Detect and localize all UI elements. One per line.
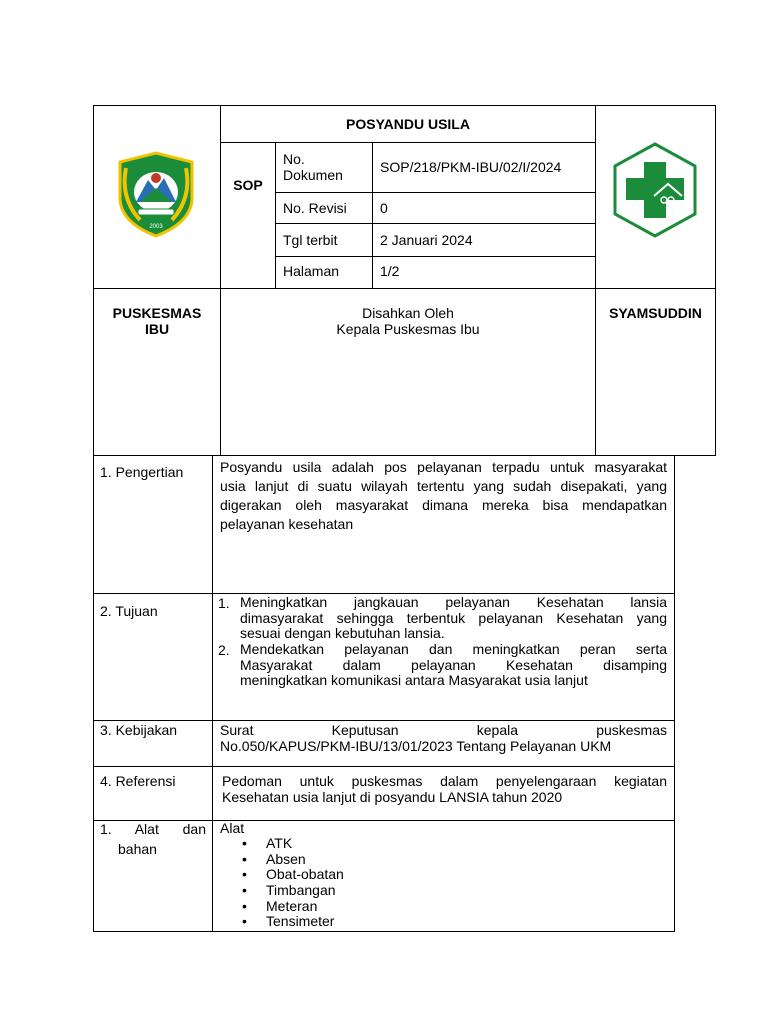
field-label-no-revisi: No. Revisi xyxy=(283,200,347,216)
field-value-tgl-terbit: 2 Januari 2024 xyxy=(380,232,473,248)
alat-heading: Alat xyxy=(220,820,245,836)
field-value-halaman: 1/2 xyxy=(380,263,400,279)
sop-label: SOP xyxy=(233,177,263,193)
kebijakan-text: Surat Keputusan kepala puskesmas No.050/KAPUS/PKM-IBU/13/01/2023 Tentang Pelayanan UKM xyxy=(220,722,667,754)
field-label-no-dokumen-2: Dokumen xyxy=(283,167,343,183)
list-item: • ATK xyxy=(242,835,293,851)
tujuan-num-2: 2. xyxy=(218,642,230,658)
list-item: • Absen xyxy=(242,850,306,867)
list-item: • Meteran xyxy=(242,897,318,914)
field-value-no-dokumen: SOP/218/PKM-IBU/02/I/2024 xyxy=(380,159,562,175)
field-value-no-revisi: 0 xyxy=(380,200,388,216)
list-item: • Timbangan xyxy=(242,882,336,899)
tujuan-item-1: Meningkatkan jangkauan pelayanan Kesehatan lansia dimasyarakat sehingga terbentuk pelayanan Kesehatan yang sesuai dengan kebutuhan lansia. xyxy=(240,594,667,642)
list-item: • Obat-obatan xyxy=(242,866,344,883)
alat-list xyxy=(242,835,344,930)
org-name-line1: PUSKESMAS xyxy=(112,305,202,321)
section-label-alat-line2: bahan xyxy=(118,841,157,857)
tujuan-item-2: Mendekatkan pelayanan dan meningkatkan peran serta Masyarakat dalam pelayanan Kesehatan disamping meningkatkan komunikasi antara Masyarakat usia lanjut xyxy=(240,641,667,689)
puskesmas-cross-icon xyxy=(608,140,702,240)
section-label-kebijakan: 3. Kebijakan xyxy=(100,722,178,738)
referensi-text: Pedoman untuk puskesmas dalam penyelengaraan kegiatan Kesehatan usia lanjut di posyandu LANSIA tahun 2020 xyxy=(222,773,667,805)
section-label-pengertian: 1. Pengertian xyxy=(100,464,184,480)
field-label-tgl-terbit: Tgl terbit xyxy=(283,232,338,248)
svg-text:2003: 2003 xyxy=(149,224,163,230)
section-label-tujuan: 2. Tujuan xyxy=(100,603,158,619)
tujuan-num-1: 1. xyxy=(218,595,230,611)
section-label-alat-line1: 1. Alat dan xyxy=(100,821,206,837)
pengertian-text: Posyandu usila adalah pos pelayanan terpadu untuk masyarakat usia lanjut di suatu wilayah tertentu yang sudah disepakati, yang digerakan oleh masyarakat dimana mereka bisa mendapatkan pelayanan kesehatan xyxy=(220,459,667,532)
approved-by-line1: Disahkan Oleh xyxy=(362,305,454,321)
signer-name: SYAMSUDDIN xyxy=(609,305,702,321)
org-name-line2: IBU xyxy=(144,321,170,337)
approved-by-line2: Kepala Puskesmas Ibu xyxy=(336,321,480,337)
field-label-halaman: Halaman xyxy=(283,263,340,279)
page-title: POSYANDU USILA xyxy=(346,116,470,132)
list-item: • Tensimeter xyxy=(242,913,335,930)
field-label-no-dokumen-1: No. xyxy=(283,151,305,167)
regency-coat-of-arms-icon xyxy=(110,148,202,240)
section-label-referensi: 4. Referensi xyxy=(100,773,176,789)
